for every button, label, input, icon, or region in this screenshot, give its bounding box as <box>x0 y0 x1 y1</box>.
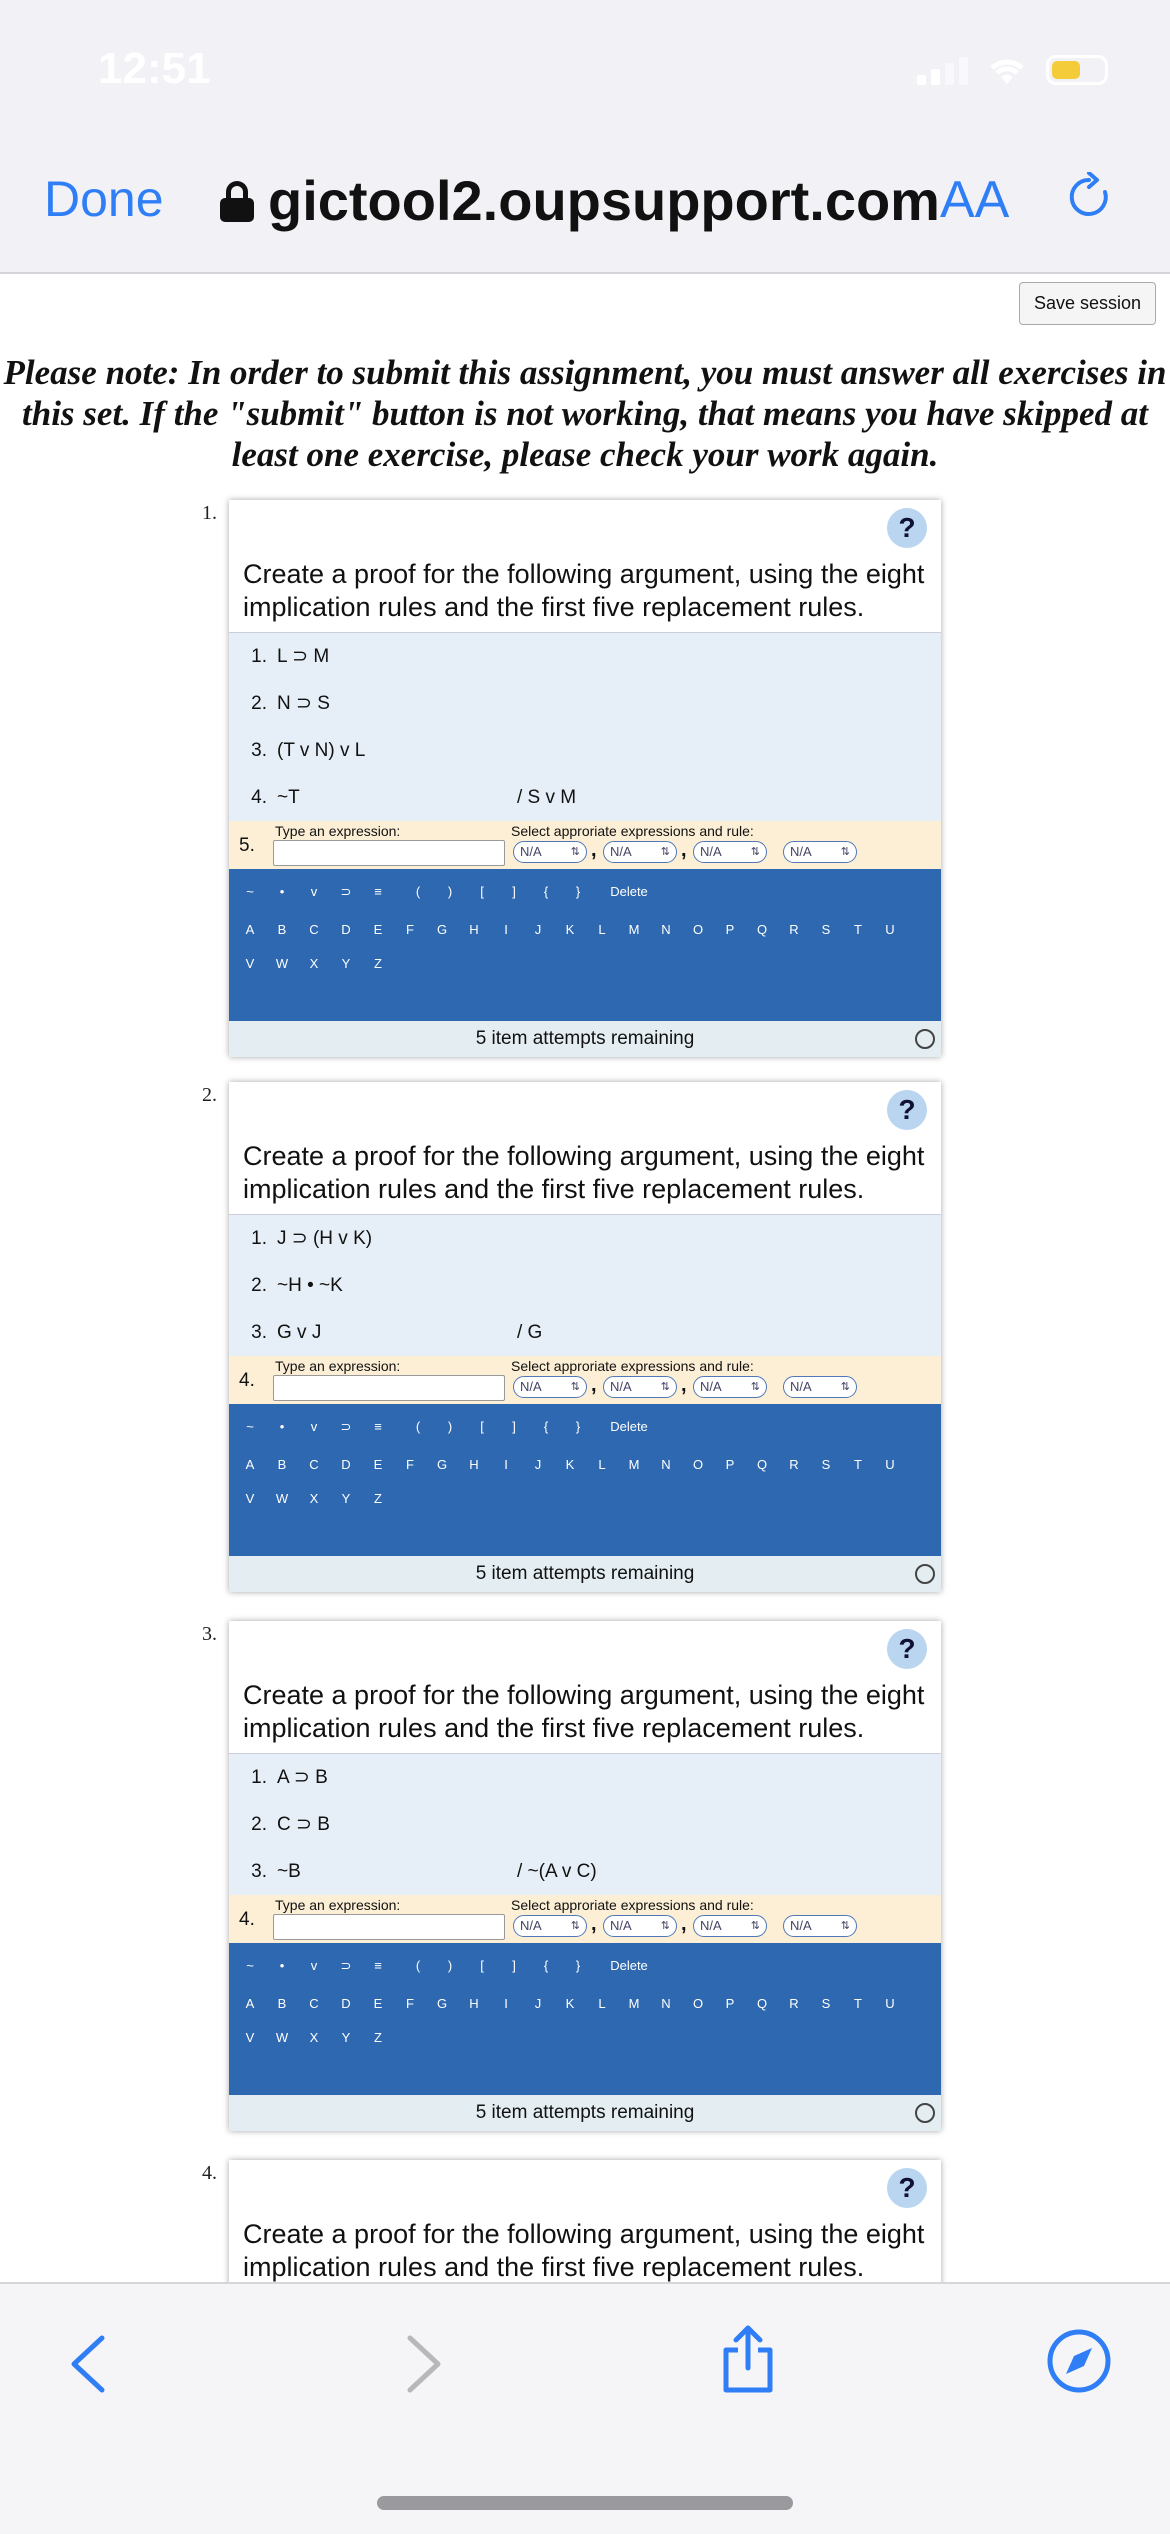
premise-line <box>229 1215 941 1262</box>
back-icon[interactable] <box>66 2334 110 2394</box>
symbol-key[interactable]: ≡ <box>374 1419 382 1434</box>
symbol-key[interactable]: { <box>543 884 549 899</box>
letter-key[interactable]: H <box>469 922 479 937</box>
symbol-key[interactable]: } <box>575 1958 581 1973</box>
line-number: 2. <box>251 1274 267 1296</box>
status-circle-icon <box>915 1564 935 1584</box>
letter-key[interactable]: K <box>565 1996 575 2011</box>
letter-key[interactable]: B <box>277 922 287 937</box>
exercise-number: 3. <box>202 1623 217 1645</box>
letter-key[interactable]: W <box>275 956 289 971</box>
letter-key[interactable]: K <box>565 1457 575 1472</box>
delete-key[interactable]: Delete <box>610 884 648 899</box>
rule-select[interactable]: N/A ⇅ <box>603 1376 677 1398</box>
address-bar[interactable] <box>220 168 940 233</box>
line-number: 3. <box>251 1860 267 1882</box>
premise-expression: A ⊃ B <box>277 1767 328 1788</box>
attempts-text: 5 item attempts remaining <box>475 1563 695 1584</box>
letter-key[interactable]: B <box>277 1996 287 2011</box>
premise-line <box>229 1309 941 1356</box>
letter-key[interactable]: G <box>436 1457 448 1472</box>
type-expression-label: Type an expression: <box>275 1897 401 1913</box>
done-button[interactable]: Done <box>44 171 164 227</box>
letter-key[interactable]: T <box>854 922 862 937</box>
type-expression-label: Type an expression: <box>275 1358 401 1374</box>
proof-entry-row <box>229 1895 941 1943</box>
letter-key[interactable]: I <box>504 1457 508 1472</box>
symbol-keyboard <box>229 1943 941 2095</box>
exercise-instruction: Create a proof for the following argument, using the eight implication rules and the first five replacement rules. <box>229 500 941 633</box>
letter-key[interactable]: F <box>406 922 414 937</box>
line-number: 1. <box>251 1227 267 1249</box>
symbol-key[interactable]: ≡ <box>374 884 382 899</box>
symbol-key[interactable]: ⊃ <box>340 884 352 899</box>
symbol-key[interactable]: ) <box>447 1958 453 1973</box>
line-number: 3. <box>251 739 267 761</box>
line-number: 1. <box>251 645 267 667</box>
comma-separator: , <box>591 839 597 861</box>
exercise-instruction: Create a proof for the following argument, using the eight implication rules and the first five replacement rules. <box>229 1621 941 1754</box>
letter-key[interactable]: I <box>504 1996 508 2011</box>
symbol-key[interactable]: [ <box>480 1419 484 1434</box>
letter-key[interactable]: O <box>692 1457 704 1472</box>
letter-key[interactable]: K <box>565 922 575 937</box>
rule-select[interactable]: N/A ⇅ <box>603 841 677 863</box>
line-number: 4. <box>251 786 267 808</box>
exercise-number: 1. <box>202 502 217 524</box>
letter-key[interactable]: N <box>661 1996 671 2011</box>
line-number: 3. <box>251 1321 267 1343</box>
symbol-keyboard <box>229 869 941 1021</box>
letter-key[interactable]: G <box>436 1996 448 2011</box>
home-indicator <box>377 2496 793 2510</box>
premise-expression: ~B <box>277 1860 301 1882</box>
letter-key[interactable]: F <box>406 1996 414 2011</box>
premise-line <box>229 633 941 680</box>
select-rule-label: Select approriate expressions and rule: <box>511 1358 754 1374</box>
letter-key[interactable]: M <box>628 1457 640 1472</box>
text-size-button[interactable]: AA <box>940 171 1010 229</box>
premise-line <box>229 1754 941 1801</box>
help-button[interactable]: ? <box>887 2168 927 2208</box>
symbol-key[interactable]: { <box>543 1958 549 1973</box>
letter-key[interactable]: Z <box>374 956 382 971</box>
premise-expression: ~H • ~K <box>277 1274 343 1296</box>
letter-key[interactable]: R <box>789 1996 799 2011</box>
letter-key[interactable]: J <box>534 1996 542 2011</box>
help-button[interactable]: ? <box>887 1629 927 1669</box>
letter-key[interactable]: D <box>341 922 351 937</box>
letter-key[interactable]: L <box>598 922 606 937</box>
premise-line <box>229 1262 941 1309</box>
line-number: 4. <box>239 1370 255 1391</box>
premise-expression: N ⊃ S <box>277 693 330 714</box>
exercise-number: 2. <box>202 1084 217 1106</box>
letter-key[interactable]: H <box>469 1996 479 2011</box>
letter-key[interactable]: O <box>692 922 704 937</box>
letter-key[interactable]: R <box>789 1457 799 1472</box>
premise-expression: ~T <box>277 786 300 808</box>
line-number: 2. <box>251 1813 267 1835</box>
letter-key[interactable]: J <box>534 1457 542 1472</box>
attempts-text: 5 item attempts remaining <box>475 2102 695 2123</box>
symbol-key[interactable]: ~ <box>246 1419 254 1434</box>
letter-key[interactable]: H <box>469 1457 479 1472</box>
conclusion-expression: / ~(A v C) <box>517 1860 597 1882</box>
expression-input[interactable] <box>273 1375 505 1401</box>
premise-line <box>229 1801 941 1848</box>
letter-key[interactable]: Y <box>341 2030 351 2045</box>
exercise-card <box>229 1621 941 2131</box>
letter-key[interactable]: R <box>789 922 799 937</box>
letter-key[interactable]: Q <box>756 1996 768 2011</box>
symbol-key[interactable]: { <box>543 1419 549 1434</box>
letter-key[interactable]: X <box>309 2030 319 2045</box>
letter-key[interactable]: T <box>854 1457 862 1472</box>
rule-select[interactable]: N/A ⇅ <box>783 841 857 863</box>
letter-key[interactable]: Z <box>374 2030 382 2045</box>
letter-key[interactable]: I <box>504 922 508 937</box>
premise-expression: G v J <box>277 1321 322 1343</box>
letter-key[interactable]: S <box>821 922 831 937</box>
url-text: gictool2.oupsupport.com <box>268 169 940 232</box>
letter-key[interactable]: T <box>854 1996 862 2011</box>
letter-key[interactable]: S <box>821 1996 831 2011</box>
select-rule-label: Select approriate expressions and rule: <box>511 1897 754 1913</box>
rule-select[interactable]: N/A ⇅ <box>783 1915 857 1937</box>
symbol-key[interactable]: ( <box>415 1958 421 1973</box>
compass-icon[interactable] <box>1046 2328 1112 2394</box>
rule-select[interactable]: N/A ⇅ <box>513 1376 587 1398</box>
rule-select[interactable]: N/A ⇅ <box>693 1915 767 1937</box>
attempts-text: 5 item attempts remaining <box>475 1028 695 1049</box>
conclusion-expression: / G <box>517 1321 543 1343</box>
exercise-number: 4. <box>202 2162 217 2184</box>
letter-key[interactable]: F <box>406 1457 414 1472</box>
letter-key[interactable]: E <box>373 1996 383 2011</box>
symbol-key[interactable]: ) <box>447 884 453 899</box>
line-number: 2. <box>251 692 267 714</box>
symbol-key[interactable]: ⊃ <box>340 1958 352 1973</box>
premise-line <box>229 680 941 727</box>
letter-key[interactable]: J <box>534 922 542 937</box>
rule-select[interactable]: N/A ⇅ <box>783 1376 857 1398</box>
premise-line <box>229 774 941 821</box>
proof-entry-row <box>229 821 941 869</box>
symbol-keyboard <box>229 1404 941 1556</box>
letter-key[interactable]: Y <box>341 956 351 971</box>
symbol-key[interactable]: • <box>279 1958 285 1973</box>
wifi-icon <box>986 54 1028 86</box>
letter-key[interactable]: X <box>309 1491 319 1506</box>
rule-select[interactable]: N/A ⇅ <box>693 841 767 863</box>
symbol-key[interactable]: v <box>310 1419 318 1434</box>
letter-key[interactable]: A <box>245 1996 255 2011</box>
submission-notice: Please note: In order to submit this assignment, you must answer all exercises in this set. If the "submit" button is not working, that means you have skipped at least one exercise, please check your work again. <box>3 353 1167 474</box>
premise-list <box>229 1215 941 1356</box>
symbol-key[interactable]: ] <box>512 1958 516 1973</box>
letter-key[interactable]: E <box>373 922 383 937</box>
letter-key[interactable]: Q <box>756 1457 768 1472</box>
status-icons <box>917 54 1108 86</box>
comma-separator: , <box>591 1374 597 1396</box>
conclusion-expression: / S v M <box>517 786 577 808</box>
letter-key[interactable]: U <box>885 1457 895 1472</box>
premise-expression: C ⊃ B <box>277 1814 330 1835</box>
letter-key[interactable]: Y <box>341 1491 351 1506</box>
signal-icon <box>917 55 968 85</box>
symbol-key[interactable]: ] <box>512 1419 516 1434</box>
browser-top-bar <box>0 0 1170 274</box>
comma-separator: , <box>681 1374 687 1396</box>
rule-select[interactable]: N/A ⇅ <box>693 1376 767 1398</box>
exercise-instruction: Create a proof for the following argument, using the eight implication rules and the first five replacement rules. <box>229 1082 941 1215</box>
symbol-key[interactable]: } <box>575 1419 581 1434</box>
letter-key[interactable]: G <box>436 922 448 937</box>
attempts-remaining <box>229 2095 941 2131</box>
letter-key[interactable]: V <box>245 1491 255 1506</box>
letter-key[interactable]: E <box>373 1457 383 1472</box>
proof-entry-row <box>229 1356 941 1404</box>
symbol-key[interactable]: ~ <box>246 1958 254 1973</box>
share-icon[interactable] <box>718 2324 778 2394</box>
letter-key[interactable]: V <box>245 2030 255 2045</box>
letter-key[interactable]: D <box>341 1457 351 1472</box>
line-number: 4. <box>239 1909 255 1930</box>
delete-key[interactable]: Delete <box>610 1419 648 1434</box>
letter-key[interactable]: D <box>341 1996 351 2011</box>
rule-select[interactable]: N/A ⇅ <box>513 1915 587 1937</box>
forward-icon[interactable] <box>402 2334 446 2394</box>
premise-line <box>229 727 941 774</box>
letter-key[interactable]: W <box>275 1491 289 1506</box>
letter-key[interactable]: V <box>245 956 255 971</box>
help-button[interactable]: ? <box>887 1090 927 1130</box>
letter-key[interactable]: C <box>309 1996 319 2011</box>
exercise-card <box>229 2160 941 2293</box>
premise-expression: J ⊃ (H v K) <box>277 1228 373 1249</box>
reload-icon[interactable] <box>1064 172 1114 222</box>
delete-key[interactable]: Delete <box>610 1958 648 1973</box>
letter-key[interactable]: M <box>628 922 640 937</box>
status-circle-icon <box>915 1029 935 1049</box>
letter-key[interactable]: C <box>309 922 319 937</box>
attempts-remaining <box>229 1556 941 1592</box>
premise-expression: L ⊃ M <box>277 646 330 667</box>
symbol-key[interactable]: • <box>279 1419 285 1434</box>
symbol-key[interactable]: ( <box>415 1419 421 1434</box>
symbol-key[interactable]: v <box>310 884 318 899</box>
symbol-key[interactable]: [ <box>480 1958 484 1973</box>
premise-expression: (T v N) v L <box>277 739 366 761</box>
letter-key[interactable]: N <box>661 922 671 937</box>
battery-icon <box>1046 55 1108 85</box>
symbol-key[interactable]: ≡ <box>374 1958 382 1973</box>
line-number: 5. <box>239 835 255 856</box>
exercise-card <box>229 1082 941 1592</box>
lock-icon <box>220 181 254 221</box>
letter-key[interactable]: M <box>628 1996 640 2011</box>
symbol-key[interactable]: ] <box>512 884 516 899</box>
line-number: 1. <box>251 1766 267 1788</box>
letter-key[interactable]: L <box>598 1457 606 1472</box>
letter-key[interactable]: P <box>725 1996 735 2011</box>
symbol-key[interactable]: ) <box>447 1419 453 1434</box>
letter-key[interactable]: S <box>821 1457 831 1472</box>
symbol-key[interactable]: ( <box>415 884 421 899</box>
letter-key[interactable]: C <box>309 1457 319 1472</box>
select-rule-label: Select approriate expressions and rule: <box>511 823 754 839</box>
letter-key[interactable]: A <box>245 922 255 937</box>
letter-key[interactable]: X <box>309 956 319 971</box>
letter-key[interactable]: P <box>725 1457 735 1472</box>
letter-key[interactable]: P <box>725 922 735 937</box>
letter-key[interactable]: B <box>277 1457 287 1472</box>
letter-key[interactable]: U <box>885 1996 895 2011</box>
rule-select[interactable]: N/A ⇅ <box>603 1915 677 1937</box>
status-circle-icon <box>915 2103 935 2123</box>
attempts-remaining <box>229 1021 941 1057</box>
letter-key[interactable]: O <box>692 1996 704 2011</box>
comma-separator: , <box>681 839 687 861</box>
premise-list <box>229 1754 941 1895</box>
rule-select[interactable]: N/A ⇅ <box>513 841 587 863</box>
premise-line <box>229 1848 941 1895</box>
comma-separator: , <box>591 1913 597 1935</box>
letter-key[interactable]: A <box>245 1457 255 1472</box>
symbol-key[interactable]: ⊃ <box>340 1419 352 1434</box>
help-button[interactable]: ? <box>887 508 927 548</box>
exercise-card <box>229 500 941 1057</box>
save-session-button[interactable]: Save session <box>1019 282 1156 325</box>
symbol-key[interactable]: • <box>279 884 285 899</box>
expression-input[interactable] <box>273 1914 505 1940</box>
type-expression-label: Type an expression: <box>275 823 401 839</box>
comma-separator: , <box>681 1913 687 1935</box>
symbol-key[interactable]: ~ <box>246 884 254 899</box>
letter-key[interactable]: Z <box>374 1491 382 1506</box>
exercise-instruction: Create a proof for the following argument, using the eight implication rules and the first five replacement rules. <box>229 2160 941 2293</box>
letter-key[interactable]: W <box>275 2030 289 2045</box>
expression-input[interactable] <box>273 840 505 866</box>
symbol-key[interactable]: [ <box>480 884 484 899</box>
symbol-key[interactable]: v <box>310 1958 318 1973</box>
letter-key[interactable]: N <box>661 1457 671 1472</box>
premise-list <box>229 633 941 821</box>
letter-key[interactable]: Q <box>756 922 768 937</box>
status-time: 12:51 <box>98 44 211 93</box>
letter-key[interactable]: U <box>885 922 895 937</box>
letter-key[interactable]: L <box>598 1996 606 2011</box>
symbol-key[interactable]: } <box>575 884 581 899</box>
